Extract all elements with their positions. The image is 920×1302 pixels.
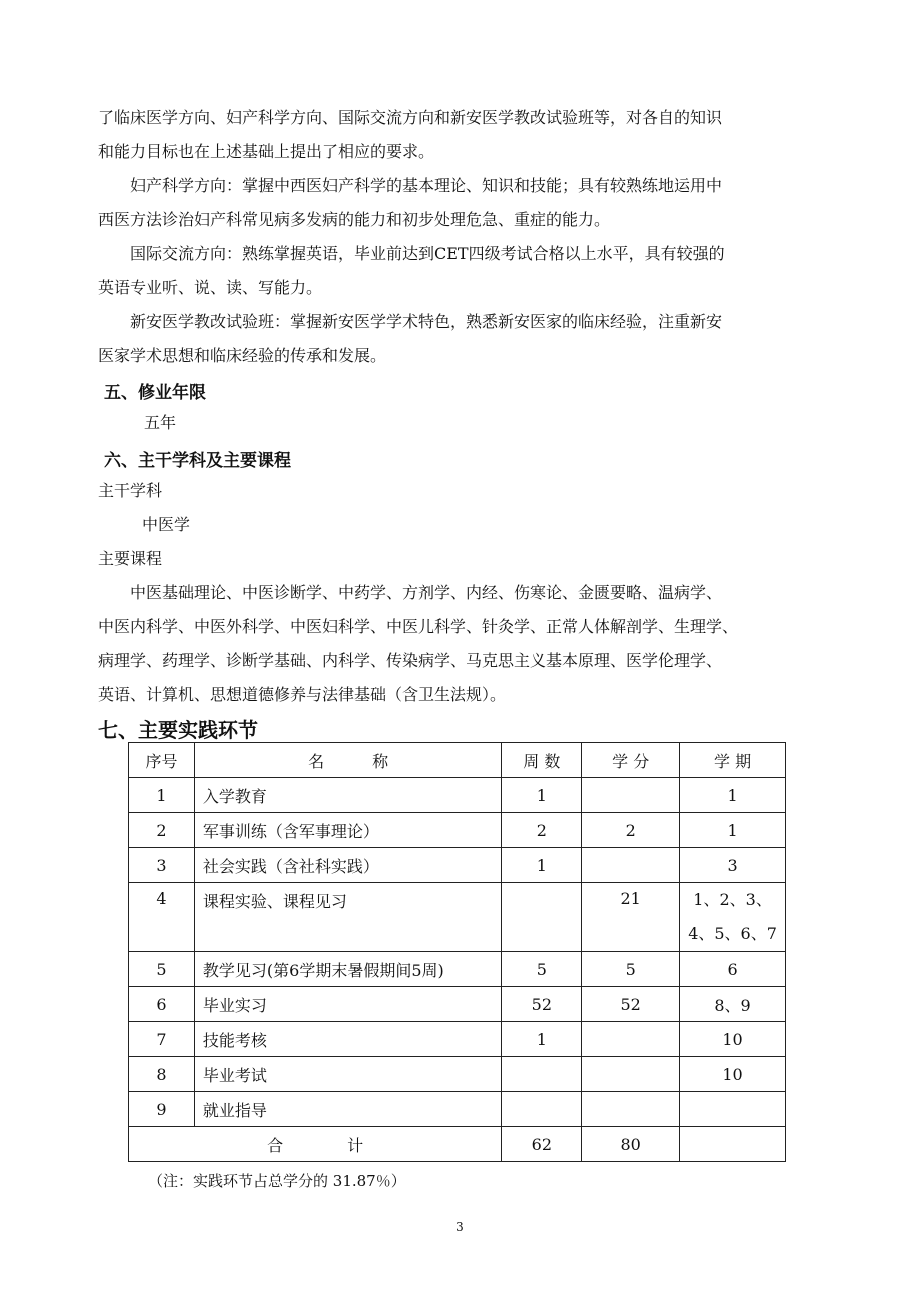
course-line: 中医基础理论、中医诊断学、中药学、方剂学、内经、伤寒论、金匮要略、温病学、 [130, 583, 723, 602]
cell-name: 入学教育 [194, 778, 501, 813]
total-credits: 80 [582, 1127, 680, 1162]
cell-name: 教学见习(第6学期末暑假期间5周) [194, 952, 501, 987]
total-label: 合 计 [129, 1127, 502, 1162]
cell-term: 1 [680, 778, 786, 813]
cell-credits [582, 1092, 680, 1127]
cell-credits [582, 778, 680, 813]
header-name: 名 称 [194, 743, 501, 778]
course-line: 英语、计算机、思想道德修养与法律基础（含卫生法规）。 [98, 685, 507, 704]
cell-weeks: 2 [502, 813, 582, 848]
cell-credits [582, 1057, 680, 1092]
table-total-row [129, 1127, 786, 1162]
table-row [129, 778, 786, 813]
cell-no: 2 [129, 813, 195, 848]
course-line: 病理学、药理学、诊断学基础、内科学、传染病学、马克思主义基本原理、医学伦理学、 [98, 651, 723, 670]
cell-term [680, 1092, 786, 1127]
section-heading: 五、修业年限 [104, 383, 206, 403]
cell-name: 军事训练（含军事理论） [194, 813, 501, 848]
cell-weeks: 5 [502, 952, 582, 987]
header-weeks: 周 数 [502, 743, 582, 778]
cell-name: 毕业考试 [194, 1057, 501, 1092]
cell-no: 7 [129, 1022, 195, 1057]
cell-weeks: 1 [502, 1022, 582, 1057]
table-row [129, 952, 786, 987]
cell-weeks [502, 1057, 582, 1092]
cell-credits: 5 [582, 952, 680, 987]
cell-term: 3 [680, 848, 786, 883]
cell-weeks [502, 1092, 582, 1127]
table-row [129, 1092, 786, 1127]
cell-name: 技能考核 [194, 1022, 501, 1057]
cell-weeks: 1 [502, 778, 582, 813]
table-row [129, 987, 786, 1022]
table-row [129, 883, 786, 952]
cell-no: 9 [129, 1092, 195, 1127]
header-no: 序号 [129, 743, 195, 778]
paragraph-line: 医家学术思想和临床经验的传承和发展。 [98, 346, 387, 365]
cell-no: 8 [129, 1057, 195, 1092]
paragraph-line: 国际交流方向：熟练掌握英语，毕业前达到CET四级考试合格以上水平，具有较强的 [130, 244, 725, 263]
cell-term: 6 [680, 952, 786, 987]
practice-table [128, 742, 786, 1162]
paragraph-line: 和能力目标也在上述基础上提出了相应的要求。 [98, 142, 435, 161]
cell-no: 5 [129, 952, 195, 987]
section-value: 五年 [144, 413, 177, 432]
paragraph-line: 英语专业听、说、读、写能力。 [98, 278, 323, 297]
total-term [680, 1127, 786, 1162]
table-row [129, 1022, 786, 1057]
cell-name: 毕业实习 [194, 987, 501, 1022]
total-weeks: 62 [502, 1127, 582, 1162]
cell-term: 10 [680, 1057, 786, 1092]
cell-weeks: 1 [502, 848, 582, 883]
header-credits: 学 分 [582, 743, 680, 778]
cell-credits: 21 [582, 883, 680, 952]
paragraph-line: 了临床医学方向、妇产科学方向、国际交流方向和新安医学教改试验班等，对各自的知识 [98, 108, 723, 127]
cell-name: 社会实践（含社科实践） [194, 848, 501, 883]
header-term: 学 期 [680, 743, 786, 778]
cell-no: 3 [129, 848, 195, 883]
table-header-row [129, 743, 786, 778]
cell-no: 1 [129, 778, 195, 813]
section-heading: 七、主要实践环节 [98, 718, 258, 742]
cell-name: 就业指导 [194, 1092, 501, 1127]
table-row [129, 813, 786, 848]
cell-name: 课程实验、课程见习 [194, 883, 501, 952]
cell-credits: 52 [582, 987, 680, 1022]
course-line: 中医内科学、中医外科学、中医妇科学、中医儿科学、针灸学、正常人体解剖学、生理学、 [98, 617, 739, 636]
cell-weeks: 52 [502, 987, 582, 1022]
subheading: 主干学科 [98, 481, 163, 500]
page-number: 3 [456, 1220, 464, 1234]
table-row [129, 848, 786, 883]
paragraph-line: 新安医学教改试验班：掌握新安医学学术特色，熟悉新安医家的临床经验，注重新安 [130, 312, 723, 331]
paragraph-line: 妇产科学方向：掌握中西医妇产科学的基本理论、知识和技能；具有较熟练地运用中 [130, 176, 723, 195]
subheading: 主要课程 [98, 549, 163, 568]
cell-credits: 2 [582, 813, 680, 848]
subheading-value: 中医学 [142, 515, 191, 534]
cell-no: 6 [129, 987, 195, 1022]
cell-credits [582, 1022, 680, 1057]
cell-term: 1 [680, 813, 786, 848]
paragraph-line: 西医方法诊治妇产科常见病多发病的能力和初步处理危急、重症的能力。 [98, 210, 611, 229]
table-note: （注：实践环节占总学分的 31.87％） [148, 1172, 406, 1190]
cell-term: 10 [680, 1022, 786, 1057]
cell-credits [582, 848, 680, 883]
section-heading: 六、主干学科及主要课程 [104, 451, 291, 471]
cell-no: 4 [129, 883, 195, 952]
table-row [129, 1057, 786, 1092]
cell-term: 8、9 [680, 987, 786, 1022]
cell-term: 1、2、3、4、5、6、7 [680, 883, 786, 952]
cell-weeks [502, 883, 582, 952]
